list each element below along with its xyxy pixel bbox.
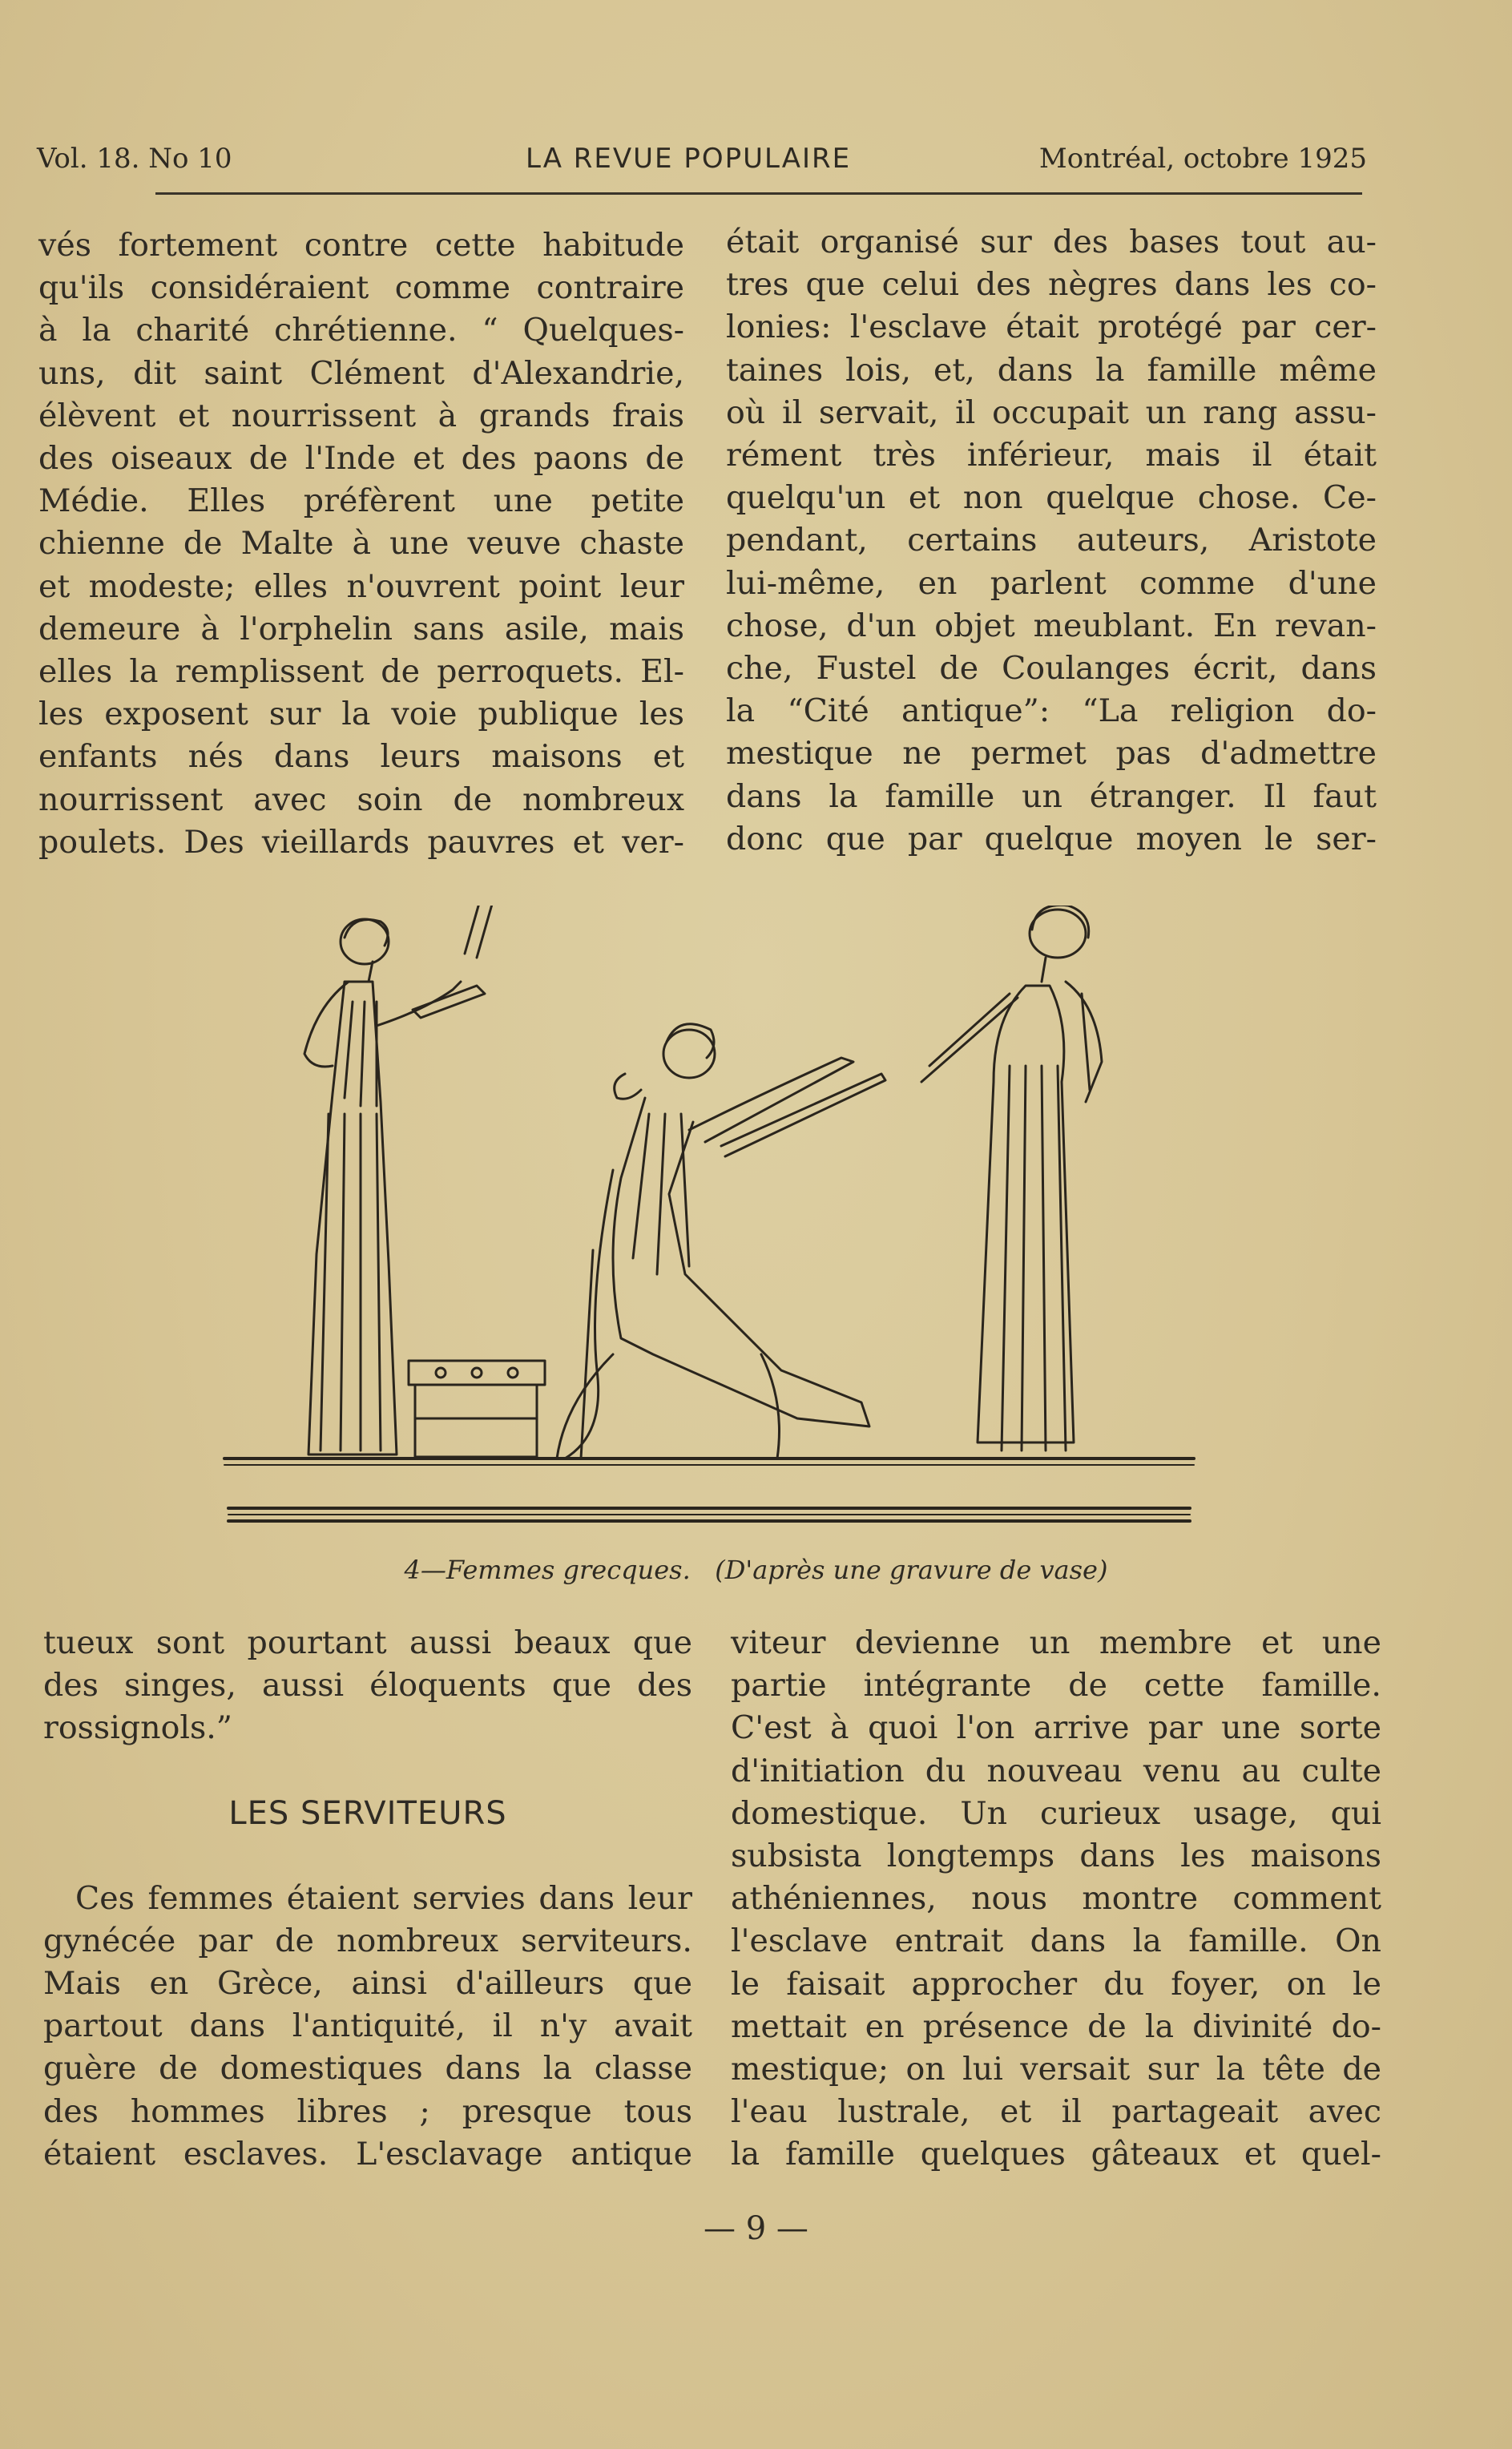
- text-line: qu'ils considéraient comme contraire: [38, 269, 684, 307]
- text-line: où il servait, il occupait un rang assu-: [726, 393, 1377, 431]
- greek-women-illustration: [208, 906, 1202, 1539]
- text-line: mettait en présence de la divinité do-: [731, 2007, 1381, 2045]
- text-line: le faisait approcher du foyer, on le: [731, 1965, 1381, 2003]
- text-line: viteur devienne un membre et une: [731, 1624, 1381, 1661]
- column-bottom-right: [731, 1622, 1381, 2177]
- text-line: des singes, aussi éloquents que des: [43, 1667, 692, 1705]
- vase-engraving-image: [208, 906, 1202, 1539]
- text-line: partout dans l'antiquité, il n'y avait: [43, 2007, 692, 2045]
- text-line: était organisé sur des bases tout au-: [726, 224, 1377, 260]
- text-line: et modeste; elles n'ouvrent point leur: [38, 567, 684, 605]
- text-line: demeure à l'orphelin sans asile, mais: [38, 610, 684, 648]
- text-line: Médie. Elles préfèrent une petite: [38, 482, 684, 520]
- text-line: partie intégrante de cette famille.: [731, 1667, 1381, 1705]
- volume-number: Vol. 18. No 10: [37, 143, 232, 175]
- text-line: quelqu'un et non quelque chose. Ce-: [726, 479, 1377, 517]
- page-number: — 9 —: [704, 2210, 808, 2247]
- figure-caption: [0, 1555, 1512, 1585]
- text-line: gynécée par de nombreux serviteurs.: [43, 1922, 692, 1959]
- text-line: étaient esclaves. L'esclavage antique: [43, 2135, 692, 2173]
- text-line: lui-même, en parlent comme d'une: [726, 564, 1377, 602]
- right-standing-figure: [921, 906, 1102, 1450]
- text-line: des hommes libres ; presque tous: [43, 2092, 692, 2130]
- text-line: Mais en Grèce, ainsi d'ailleurs que: [43, 1965, 692, 2003]
- text-line: la “Cité antique”: “La religion do-: [726, 692, 1377, 730]
- left-standing-figure: [304, 906, 493, 1454]
- text-line: rossignols.”: [43, 1709, 232, 1747]
- header-rule: [155, 192, 1362, 195]
- column-bottom-left: [43, 1622, 692, 2176]
- text-line: l'esclave entrait dans la famille. On: [731, 1922, 1381, 1960]
- text-line: subsista longtemps dans les maisons: [731, 1838, 1381, 1875]
- text-line: elles la remplissent de perroquets. El-: [38, 653, 684, 691]
- section-heading: LES SERVITEURS: [228, 1794, 507, 1832]
- text-line: mestique; on lui versait sur la tête de: [731, 2051, 1381, 2088]
- text-line: rément très inférieur, mais il était: [726, 437, 1377, 474]
- text-line: uns, dit saint Clément d'Alexandrie,: [38, 354, 684, 392]
- text-line: Ces femmes étaient servies dans leur: [75, 1879, 692, 1917]
- text-line: élèvent et nourrissent à grands frais: [38, 397, 684, 434]
- text-line: pendant, certains auteurs, Aristote: [726, 522, 1377, 559]
- text-line: d'initiation du nouveau venu au culte: [731, 1752, 1381, 1789]
- text-line: mestique ne permet pas d'admettre: [726, 735, 1377, 773]
- text-line: domestique. Un curieux usage, qui: [731, 1794, 1381, 1832]
- caption-source: (D'après une gravure de vase): [715, 1555, 1108, 1585]
- text-line: tres que celui des nègres dans les co-: [726, 266, 1377, 304]
- text-line: la famille quelques gâteaux et quel-: [731, 2136, 1381, 2173]
- seated-figure: [557, 1024, 885, 1459]
- text-line: taines lois, et, dans la famille même: [726, 351, 1377, 389]
- text-line: à la charité chrétienne. “ Quelques-: [38, 312, 684, 349]
- text-line: chienne de Malte à une veuve chaste: [38, 525, 684, 563]
- small-chest: [409, 1361, 545, 1457]
- text-line: poulets. Des vieillards pauvres et ver-: [38, 823, 684, 861]
- text-line: des oiseaux de l'Inde et des paons de: [38, 440, 684, 478]
- text-line: chose, d'un objet meublant. En revan-: [726, 607, 1377, 644]
- text-line: athéniennes, nous montre comment: [731, 1880, 1381, 1918]
- column-top-left: [38, 224, 684, 864]
- text-line: nourrissent avec soin de nombreux: [38, 781, 684, 818]
- journal-title: LA REVUE POPULAIRE: [526, 143, 852, 175]
- text-line: C'est à quoi l'on arrive par une sorte: [731, 1709, 1381, 1747]
- text-line: donc que par quelque moyen le ser-: [726, 820, 1377, 857]
- text-line: enfants nés dans leurs maisons et: [38, 738, 684, 776]
- text-line: lonies: l'esclave était protégé par cer-: [726, 309, 1377, 346]
- running-header: [37, 143, 1367, 191]
- text-line: l'eau lustrale, et il partageait avec: [731, 2093, 1381, 2131]
- issue-date: Montréal, octobre 1925: [1038, 143, 1367, 175]
- text-line: vés fortement contre cette habitude: [38, 227, 684, 264]
- text-line: dans la famille un étranger. Il faut: [726, 777, 1377, 815]
- column-top-right: [726, 221, 1377, 861]
- text-line: che, Fustel de Coulanges écrit, dans: [726, 650, 1377, 688]
- caption-number: 4—Femmes grecques.: [404, 1555, 691, 1585]
- text-line: tueux sont pourtant aussi beaux que: [43, 1624, 692, 1661]
- text-line: guère de domestiques dans la classe: [43, 2050, 692, 2088]
- text-line: les exposent sur la voie publique les: [38, 696, 684, 733]
